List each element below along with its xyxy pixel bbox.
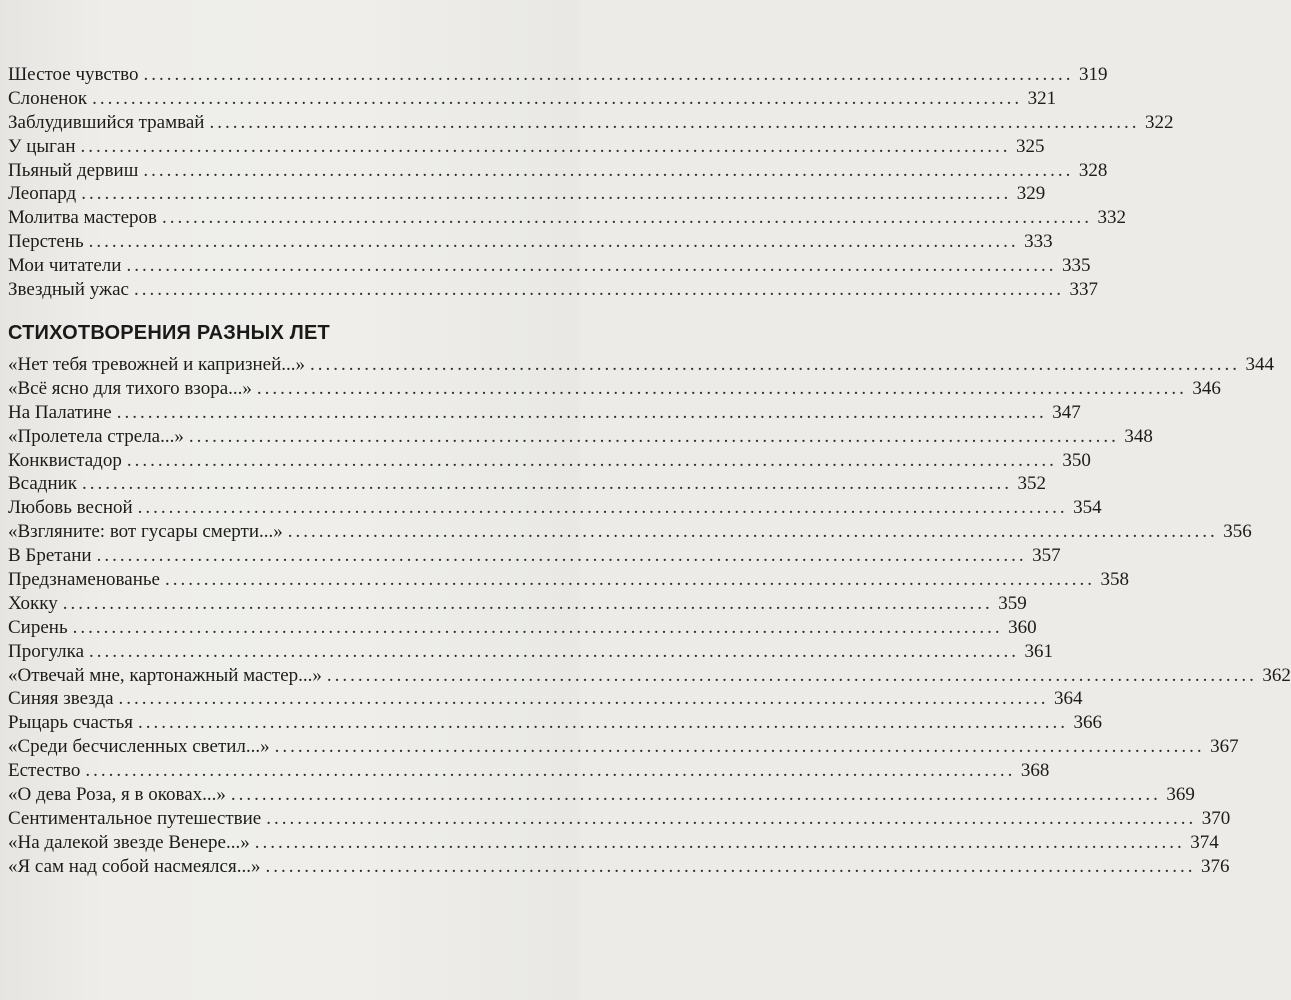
toc-entry-page: 360 bbox=[1008, 616, 1037, 638]
toc-entry bbox=[8, 831, 1219, 855]
toc-entry-title: Мои читатели bbox=[8, 255, 122, 277]
toc-list-section bbox=[8, 353, 1291, 879]
toc-leader-dots: ........................................................................................................................ bbox=[82, 473, 1013, 495]
toc-entry-title: Пьяный дервиш bbox=[8, 159, 139, 181]
toc-leader-dots: ........................................................................................................................ bbox=[72, 616, 1003, 638]
toc-leader-dots: ........................................................................................................................ bbox=[265, 855, 1196, 877]
toc-entry-page: 346 bbox=[1192, 377, 1221, 399]
toc-entry-title: Звездный ужас bbox=[8, 279, 129, 301]
toc-entry-title: «Пролетела стрела...» bbox=[8, 425, 184, 447]
toc-entry bbox=[8, 135, 1045, 159]
toc-entry-title: Леопард bbox=[8, 183, 77, 205]
toc-entry bbox=[8, 544, 1061, 568]
toc-entry-page: 325 bbox=[1016, 135, 1045, 157]
toc-entry-page: 359 bbox=[998, 592, 1027, 614]
toc-entry bbox=[8, 496, 1102, 520]
toc-leader-dots: ........................................................................................................................ bbox=[133, 279, 1064, 301]
toc-entry-title: «Среди бесчисленных светил...» bbox=[8, 736, 270, 758]
toc-entry-page: 358 bbox=[1100, 569, 1129, 591]
toc-entry bbox=[8, 687, 1083, 711]
toc-entry bbox=[8, 353, 1275, 377]
toc-entry-title: Конквистадор bbox=[8, 449, 122, 471]
toc-entry bbox=[8, 425, 1153, 449]
toc-entry-title: «О дева Роза, я в оковах...» bbox=[8, 784, 226, 806]
toc-leader-dots: ........................................................................................................................ bbox=[138, 712, 1069, 734]
toc-entry-title: Естество bbox=[8, 760, 81, 782]
toc-entry-title: Прогулка bbox=[8, 640, 85, 662]
toc-entry bbox=[8, 449, 1091, 473]
toc-entry-page: 328 bbox=[1078, 159, 1108, 181]
toc-entry-title: «Всё ясно для тихого взора...» bbox=[8, 377, 252, 399]
toc-entry bbox=[8, 377, 1221, 401]
toc-leader-dots: ........................................................................................................................ bbox=[118, 688, 1049, 710]
toc-entry bbox=[8, 664, 1291, 688]
toc-entry-page: 319 bbox=[1078, 64, 1108, 85]
toc-leader-dots: ........................................................................................................................ bbox=[96, 545, 1027, 567]
toc-leader-dots: ........................................................................................................................ bbox=[92, 87, 1023, 109]
toc-entry-page: 366 bbox=[1073, 712, 1103, 734]
toc-entry-page: 322 bbox=[1144, 111, 1174, 133]
toc-leader-dots: ........................................................................................................................ bbox=[256, 377, 1187, 399]
toc-entry-page: 367 bbox=[1210, 736, 1239, 758]
toc-entry-title: Всадник bbox=[8, 473, 78, 495]
toc-entry-page: 333 bbox=[1024, 231, 1053, 253]
toc-entry bbox=[8, 759, 1050, 783]
toc-entry bbox=[8, 735, 1239, 759]
toc-leader-dots: ........................................................................................................................ bbox=[88, 231, 1019, 253]
toc-entry-page: 361 bbox=[1024, 640, 1054, 662]
toc-entry-page: 347 bbox=[1052, 401, 1081, 423]
toc-entry-title: Молитва мастеров bbox=[8, 207, 157, 229]
toc-entry-page: 348 bbox=[1124, 425, 1153, 447]
toc-entry bbox=[8, 472, 1047, 496]
toc-entry-title: Предзнаменованье bbox=[8, 569, 160, 591]
toc-entry bbox=[8, 182, 1046, 206]
toc-leader-dots: ........................................................................................................................ bbox=[326, 664, 1257, 686]
toc-entry bbox=[8, 401, 1081, 425]
toc-entry-page: 369 bbox=[1166, 784, 1195, 806]
toc-leader-dots: ........................................................................................................................ bbox=[89, 640, 1020, 662]
toc-entry-title: Слоненок bbox=[8, 87, 88, 109]
toc-entry-page: 376 bbox=[1200, 855, 1230, 877]
toc-entry-page: 368 bbox=[1020, 760, 1050, 782]
toc-entry-page: 329 bbox=[1016, 183, 1046, 205]
toc-leader-dots: ........................................................................................................................ bbox=[310, 354, 1241, 375]
toc-entry-page: 356 bbox=[1223, 521, 1252, 543]
toc-leader-dots: ........................................................................................................................ bbox=[274, 736, 1205, 758]
toc-entry-title: На Палатине bbox=[8, 401, 112, 423]
toc-leader-dots: ........................................................................................................................ bbox=[137, 497, 1068, 519]
toc-leader-dots: ........................................................................................................................ bbox=[254, 831, 1185, 853]
toc-leader-dots: ........................................................................................................................ bbox=[80, 135, 1011, 157]
toc-entry bbox=[8, 111, 1174, 135]
toc-leader-dots: ........................................................................................................................ bbox=[81, 183, 1012, 205]
toc-entry-title: «Я сам над собой насмеялся...» bbox=[8, 855, 261, 877]
toc-entry bbox=[8, 616, 1037, 640]
toc-entry bbox=[8, 206, 1126, 230]
toc-leader-dots: ........................................................................................................................ bbox=[143, 159, 1074, 181]
toc-leader-dots: ........................................................................................................................ bbox=[230, 784, 1161, 806]
toc-entry-page: 337 bbox=[1069, 279, 1098, 301]
toc-entry-title: Хокку bbox=[8, 592, 58, 614]
toc-leader-dots: ........................................................................................................................ bbox=[209, 111, 1140, 133]
toc-leader-dots: ........................................................................................................................ bbox=[287, 521, 1218, 543]
toc-entry-title: Рыцарь счастья bbox=[8, 712, 134, 734]
toc-leader-dots: ........................................................................................................................ bbox=[188, 425, 1119, 447]
toc-entry bbox=[8, 640, 1054, 664]
toc-entry bbox=[8, 87, 1057, 111]
toc-entry bbox=[8, 807, 1231, 831]
toc-entry bbox=[8, 159, 1108, 183]
toc-entry-title: Сирень bbox=[8, 616, 68, 638]
toc-entry-title: Любовь весной bbox=[8, 497, 133, 519]
toc-entry-title: Сентиментальное путешествие bbox=[8, 807, 262, 829]
toc-leader-dots: ........................................................................................................................ bbox=[266, 807, 1197, 829]
toc-entry bbox=[8, 592, 1027, 616]
toc-entry-title: Шестое чувство bbox=[8, 64, 139, 85]
toc-entry bbox=[8, 254, 1091, 278]
toc-leader-dots: ........................................................................................................................ bbox=[85, 760, 1016, 782]
toc-entry-page: 335 bbox=[1061, 255, 1091, 277]
toc-entry bbox=[8, 783, 1195, 807]
toc-entry bbox=[8, 855, 1230, 879]
toc-leader-dots: ........................................................................................................................ bbox=[62, 592, 993, 614]
toc-entry bbox=[8, 520, 1252, 544]
toc-entry-title: «На далекой звезде Венере...» bbox=[8, 831, 250, 853]
toc-entry bbox=[8, 278, 1098, 302]
toc-entry-page: 370 bbox=[1201, 807, 1231, 829]
toc-leader-dots: ........................................................................................................................ bbox=[164, 569, 1095, 591]
toc-entry-page: 362 bbox=[1262, 664, 1291, 686]
toc-entry bbox=[8, 230, 1053, 254]
toc-entry-page: 374 bbox=[1190, 831, 1219, 853]
toc-entry-page: 321 bbox=[1027, 87, 1057, 109]
toc-entry-page: 332 bbox=[1097, 207, 1126, 229]
toc-entry-page: 364 bbox=[1054, 688, 1083, 710]
toc-entry-title: У цыган bbox=[8, 135, 76, 157]
toc-leader-dots: ........................................................................................................................ bbox=[143, 64, 1074, 85]
toc-list-top bbox=[8, 63, 1174, 302]
toc-entry-page: 344 bbox=[1245, 354, 1275, 375]
toc-entry bbox=[8, 568, 1129, 592]
toc-entry-title: Заблудившийся трамвай bbox=[8, 111, 205, 133]
toc-entry-title: В Бретани bbox=[8, 545, 92, 567]
section-heading: СТИХОТВОРЕНИЯ РАЗНЫХ ЛЕТ bbox=[8, 322, 330, 344]
toc-leader-dots: ........................................................................................................................ bbox=[126, 449, 1057, 471]
toc-leader-dots: ........................................................................................................................ bbox=[162, 207, 1092, 229]
toc-entry bbox=[8, 711, 1103, 735]
toc-entry-page: 352 bbox=[1017, 473, 1047, 495]
toc-entry-title: «Нет тебя тревожней и капризней...» bbox=[8, 354, 306, 375]
toc-entry bbox=[8, 63, 1108, 87]
toc-entry-title: Перстень bbox=[8, 231, 84, 253]
toc-entry-page: 350 bbox=[1062, 449, 1091, 471]
toc-entry-title: «Отвечай мне, картонажный мастер...» bbox=[8, 664, 322, 686]
toc-entry-title: Синяя звезда bbox=[8, 688, 114, 710]
toc-entry-page: 354 bbox=[1073, 497, 1102, 519]
toc-entry-title: «Взгляните: вот гусары смерти...» bbox=[8, 521, 283, 543]
toc-leader-dots: ........................................................................................................................ bbox=[126, 255, 1057, 277]
toc-entry-page: 357 bbox=[1032, 545, 1061, 567]
toc-leader-dots: ........................................................................................................................ bbox=[116, 401, 1047, 423]
